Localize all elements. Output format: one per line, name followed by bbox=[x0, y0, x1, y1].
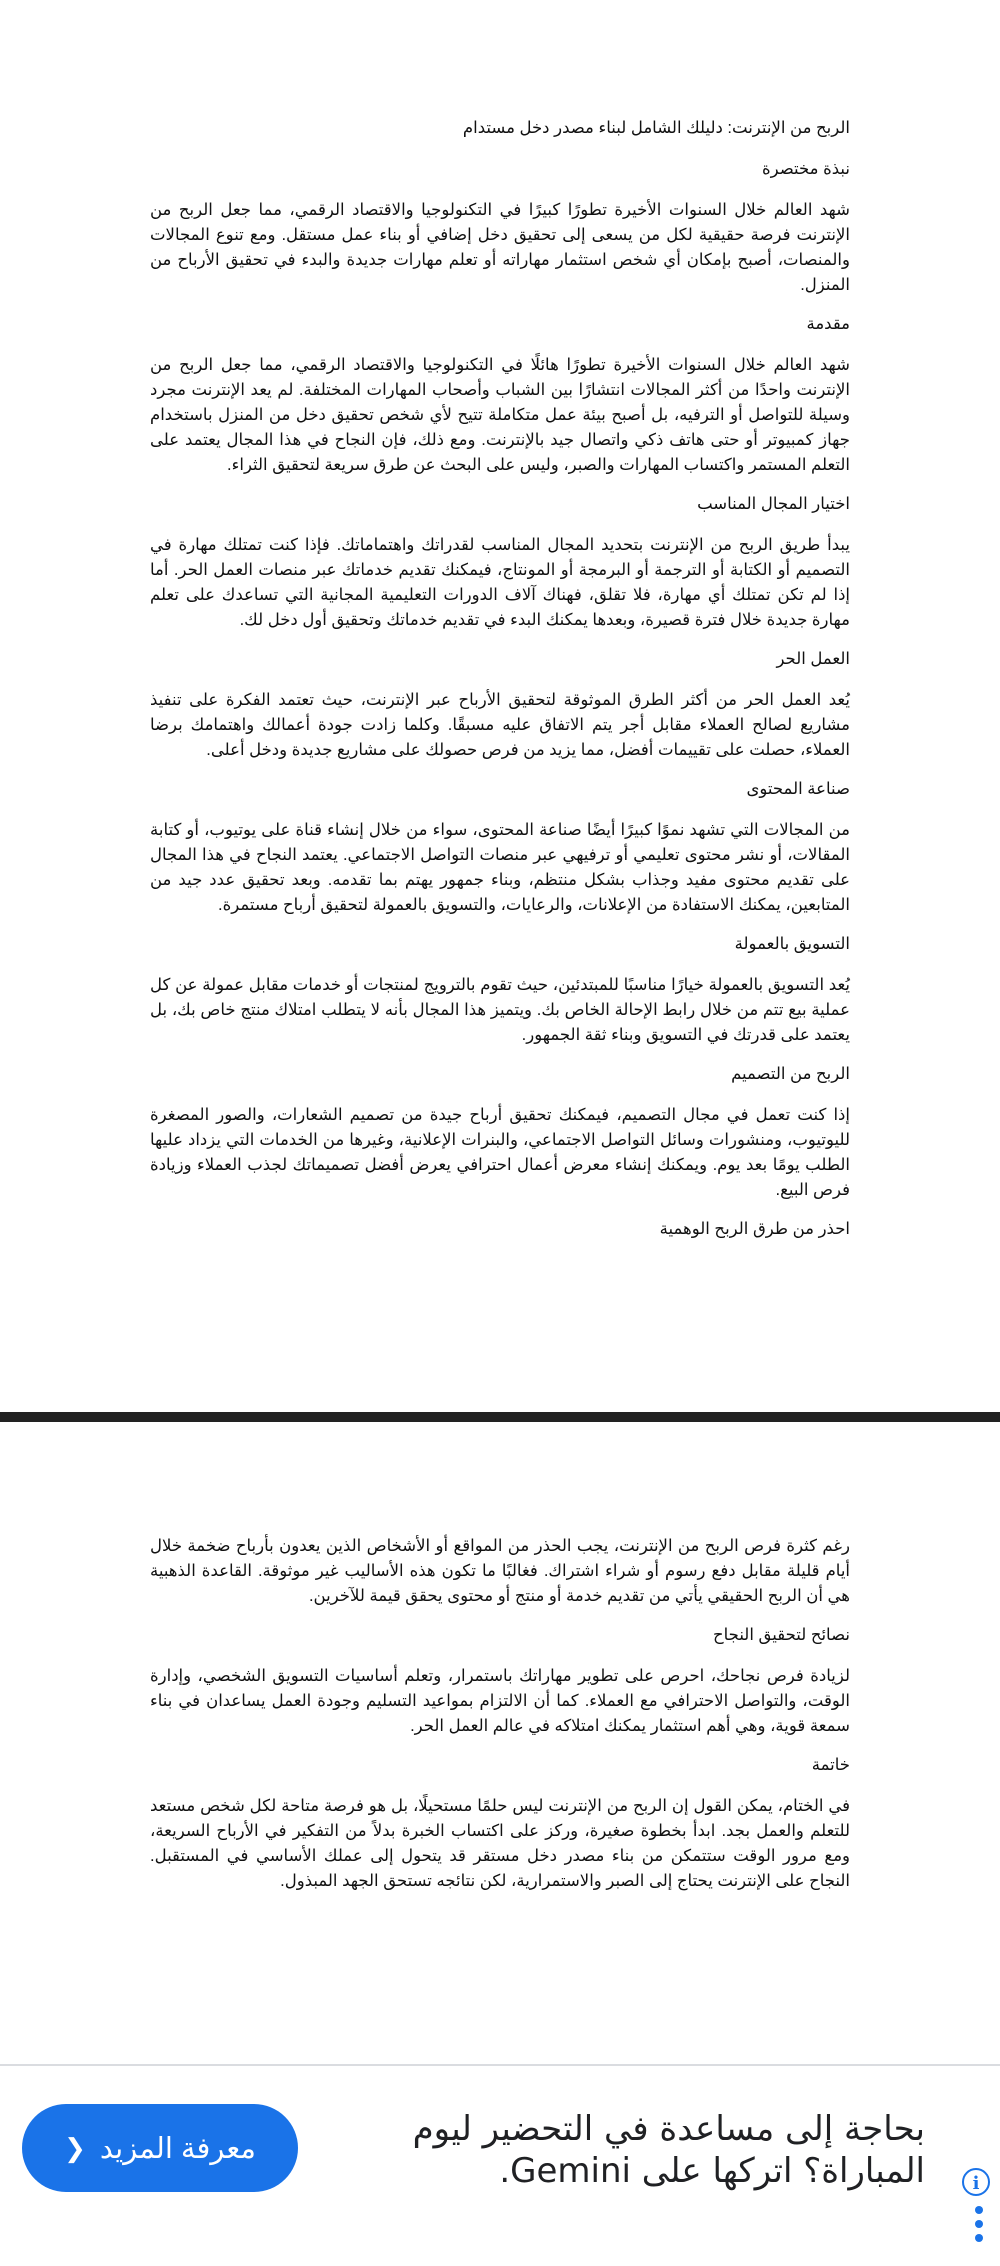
section-text-intro: شهد العالم خلال السنوات الأخيرة تطورًا هائلًا في التكنولوجيا والاقتصاد الرقمي، مما جعل الربح من الإنترنت واحدًا من أكثر المجالات انتشارًا بين الشباب وأصحاب المهارات المختلفة. لم يعد الإنترنت مجرد وسيلة للتواصل أو الترفيه، بل أصبح بيئة عمل متكاملة تتيح لأي شخص تحقيق دخل من المنزل باستخدام جهاز كمبيوتر أو حتى هاتف ذكي واتصال جيد بالإنترنت. ومع ذلك، فإن النجاح في هذا المجال يعتمد على التعلم المستمر واكتساب المهارات والصبر، وليس على البحث عن طرق سريعة لتحقيق الثراء. bbox=[150, 356, 850, 474]
section-text-affiliate: يُعد التسويق بالعمولة خيارًا مناسبًا للمبتدئين، حيث تقوم بالترويج لمنتجات أو خدمات مقابل عمولة عن كل عملية بيع تتم من خلال رابط الإحالة الخاص بك. ويتميز هذا المجال بأنه لا يتطلب امتلاك منتج خاص بك، بل يعتمد على قدرتك في التسويق وبناء ثقة الجمهور. bbox=[150, 976, 850, 1044]
learn-more-button[interactable] bbox=[22, 2104, 298, 2192]
section-heading-affiliate: التسويق بالعمولة bbox=[734, 935, 850, 953]
ad-text[interactable]: بحاجة إلى مساعدة في التحضير ليوم المباراة؟ اتركها على Gemini. bbox=[412, 2109, 925, 2191]
section-text-conclusion: في الختام، يمكن القول إن الربح من الإنترنت ليس حلمًا مستحيلًا، بل هو فرصة متاحة لكل شخص مستعد للتعلم والعمل بجد. ابدأ بخطوة صغيرة، وركز على اكتساب الخبرة بدلاً من التفكير في الأرباح السريعة، ومع مرور الوقت ستتمكن من بناء مصدر دخل مستقر قد يتحول إلى عملك الأساسي في المستقبل. النجاح على الإنترنت يحتاج إلى الصبر والاستمرارية، لكن نتائجه تستحق الجهد المبذول. bbox=[150, 1797, 850, 1890]
section-text-content-creation: من المجالات التي تشهد نموًا كبيرًا أيضًا صناعة المحتوى، سواء من خلال إنشاء قناة على يوتيوب، أو كتابة المقالات، أو نشر محتوى تعليمي أو ترفيهي عبر منصات التواصل الاجتماعي. يعتمد النجاح في هذا المجال على تقديم محتوى مفيد وجذاب بشكل منتظم، وبناء جمهور يهتم بما تقدمه. وبعد تحقيق عدد جيد من المتابعين، يمكنك الاستفادة من الإعلانات، والرعايات، والتسويق بالعمولة لتحقيق أرباح مستمرة. bbox=[150, 821, 850, 914]
section-text-freelance: يُعد العمل الحر من أكثر الطرق الموثوقة لتحقيق الأرباح عبر الإنترنت، حيث تعتمد الفكرة على تنفيذ مشاريع لصالح العملاء مقابل أجر يتم الاتفاق عليه مسبقًا. وكلما زادت جودة أعمالك واهتمامك برضا العملاء، حصلت على تقييمات أفضل، مما يزيد من فرص حصولك على مشاريع جديدة ودخل أعلى. bbox=[150, 691, 850, 759]
section-heading-summary: نبذة مختصرة bbox=[762, 160, 850, 178]
more-vert-icon[interactable] bbox=[974, 2206, 984, 2266]
section-heading-intro: مقدمة bbox=[806, 315, 850, 333]
section-heading-tips: نصائح لتحقيق النجاح bbox=[712, 1626, 850, 1644]
section-heading-conclusion: خاتمة bbox=[811, 1756, 850, 1774]
page-1-content bbox=[150, 116, 850, 1258]
section-text-design: إذا كنت تعمل في مجال التصميم، فيمكنك تحقيق أرباح جيدة من تصميم الشعارات، والصور المصغرة لليوتيوب، ومنشورات وسائل التواصل الاجتماعي، والبنرات الإعلانية، وغيرها من الخدمات التي يزداد عليها الطلب يومًا بعد يوم. ويمكنك إنشاء معرض أعمال احترافي يعرض أفضل تصميماتك لجذب العملاء وزيادة فرص البيع. bbox=[150, 1106, 850, 1199]
section-text-scams: رغم كثرة فرص الربح من الإنترنت، يجب الحذر من المواقع أو الأشخاص الذين يعدون بأرباح ضخمة خلال أيام قليلة مقابل دفع رسوم أو شراء اشتراك. فغالبًا ما تكون هذه الأساليب غير موثوقة. القاعدة الذهبية هي أن الربح الحقيقي يأتي من تقديم خدمة أو منتج أو محتوى يحقق قيمة للآخرين. bbox=[150, 1537, 850, 1605]
section-heading-scams: احذر من طرق الربح الوهمية bbox=[659, 1220, 850, 1238]
document-title: الربح من الإنترنت: دليلك الشامل لبناء مصدر دخل مستدام bbox=[462, 119, 850, 137]
section-text-summary: شهد العالم خلال السنوات الأخيرة تطورًا كبيرًا في التكنولوجيا والاقتصاد الرقمي، مما جعل الربح من الإنترنت فرصة حقيقية لكل من يسعى إلى تحقيق دخل إضافي أو بناء عمل مستقل. ومع تنوع المجالات والمنصات، أصبح بإمكان أي شخص استثمار مهاراته أو تعلم مهارات جديدة والبدء في تحقيق الأرباح من المنزل. bbox=[150, 201, 850, 294]
document-page-2 bbox=[0, 1422, 1000, 2062]
section-heading-freelance: العمل الحر bbox=[776, 650, 850, 668]
info-icon[interactable]: i bbox=[962, 2168, 990, 2196]
page-separator bbox=[0, 1412, 1000, 1422]
section-text-tips: لزيادة فرص نجاحك، احرص على تطوير مهاراتك باستمرار، وتعلم أساسيات التسويق الشخصي، وإدارة الوقت، والتواصل الاحترافي مع العملاء. كما أن الالتزام بمواعيد التسليم وجودة العمل يساعدان في بناء سمعة قوية، وهي أهم استثمار يمكنك امتلاكه في عالم العمل الحر. bbox=[150, 1667, 850, 1735]
section-heading-content-creation: صناعة المحتوى bbox=[746, 780, 850, 798]
section-heading-design: الربح من التصميم bbox=[731, 1065, 850, 1083]
section-heading-choose-field: اختيار المجال المناسب bbox=[697, 495, 850, 513]
ad-banner[interactable] bbox=[0, 2064, 1000, 2224]
chevron-left-icon: ❮ bbox=[64, 2132, 86, 2163]
section-text-choose-field: يبدأ طريق الربح من الإنترنت بتحديد المجال المناسب لقدراتك واهتماماتك. فإذا كنت تمتلك مهارة في التصميم أو الكتابة أو الترجمة أو البرمجة أو المونتاج، فيمكنك تقديم خدماتك عبر منصات العمل الحر. أما إذا لم تكن تمتلك أي مهارة، فلا تقلق، فهناك آلاف الدورات التعليمية المجانية التي تساعدك على تعلم مهارة جديدة خلال فترة قصيرة، وبعدها يمكنك البدء في تقديم خدماتك وتحقيق أول دخل لك. bbox=[150, 536, 850, 629]
learn-more-label: معرفة المزيد bbox=[99, 2132, 256, 2165]
page-2-content bbox=[150, 1534, 850, 1908]
